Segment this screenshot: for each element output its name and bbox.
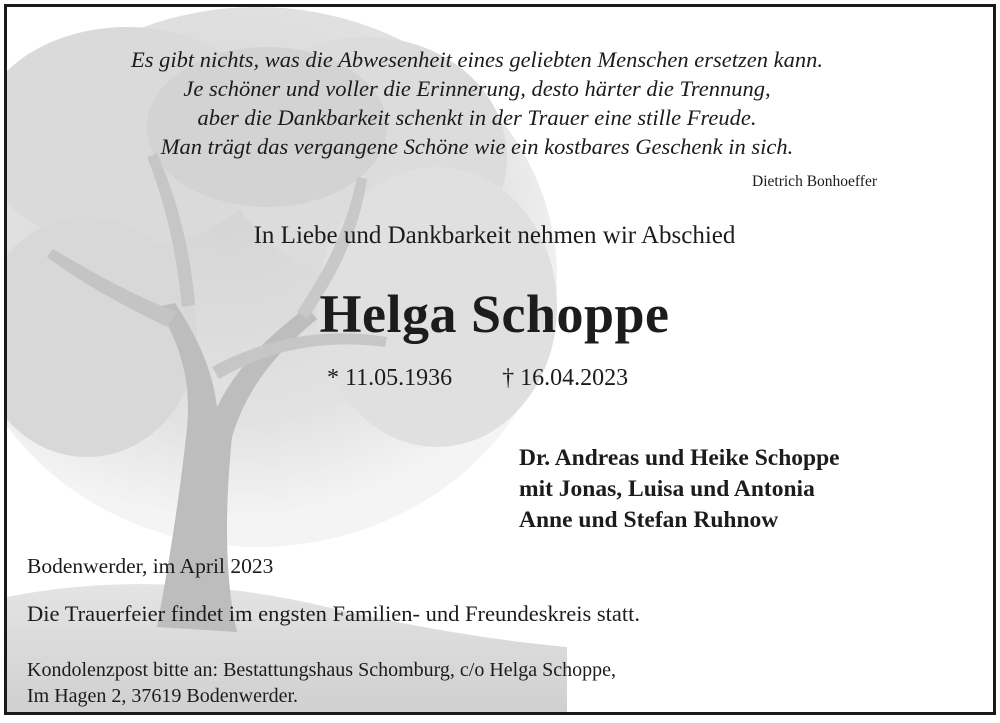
mourners-list <box>519 443 840 536</box>
mourner-line: Anne und Stefan Ruhnow <box>519 507 779 533</box>
birth-date: * 11.05.1936 <box>327 365 453 391</box>
condolence-address <box>27 657 616 709</box>
quote-line: Je schöner und voller die Erinnerung, desto härter die Trennung, <box>183 76 771 101</box>
obituary-card <box>4 4 996 715</box>
farewell-intro: In Liebe und Dankbarkeit nehmen wir Abschied <box>253 222 736 249</box>
quote-author: Dietrich Bonhoeffer <box>752 173 877 190</box>
deceased-name: Helga Schoppe <box>319 284 670 344</box>
ceremony-notice: Die Trauerfeier findet im engsten Familien- und Freundeskreis statt. <box>27 601 640 626</box>
quote-line: Man trägt das vergangene Schöne wie ein kostbares Geschenk in sich. <box>160 134 794 159</box>
place-date: Bodenwerder, im April 2023 <box>27 554 274 578</box>
death-date: † 16.04.2023 <box>502 365 629 391</box>
condolence-line: Im Hagen 2, 37619 Bodenwerder. <box>27 685 299 707</box>
life-dates <box>327 365 628 392</box>
quote-line: aber die Dankbarkeit schenkt in der Trauer eine stille Freude. <box>197 105 757 130</box>
mourner-line: mit Jonas, Luisa und Antonia <box>519 476 815 502</box>
quote-line: Es gibt nichts, was die Abwesenheit eines geliebten Menschen ersetzen kann. <box>131 47 823 72</box>
quote <box>7 45 947 161</box>
condolence-line: Kondolenzpost bitte an: Bestattungshaus Schomburg, c/o Helga Schoppe, <box>27 659 616 681</box>
mourner-line: Dr. Andreas und Heike Schoppe <box>519 445 840 471</box>
